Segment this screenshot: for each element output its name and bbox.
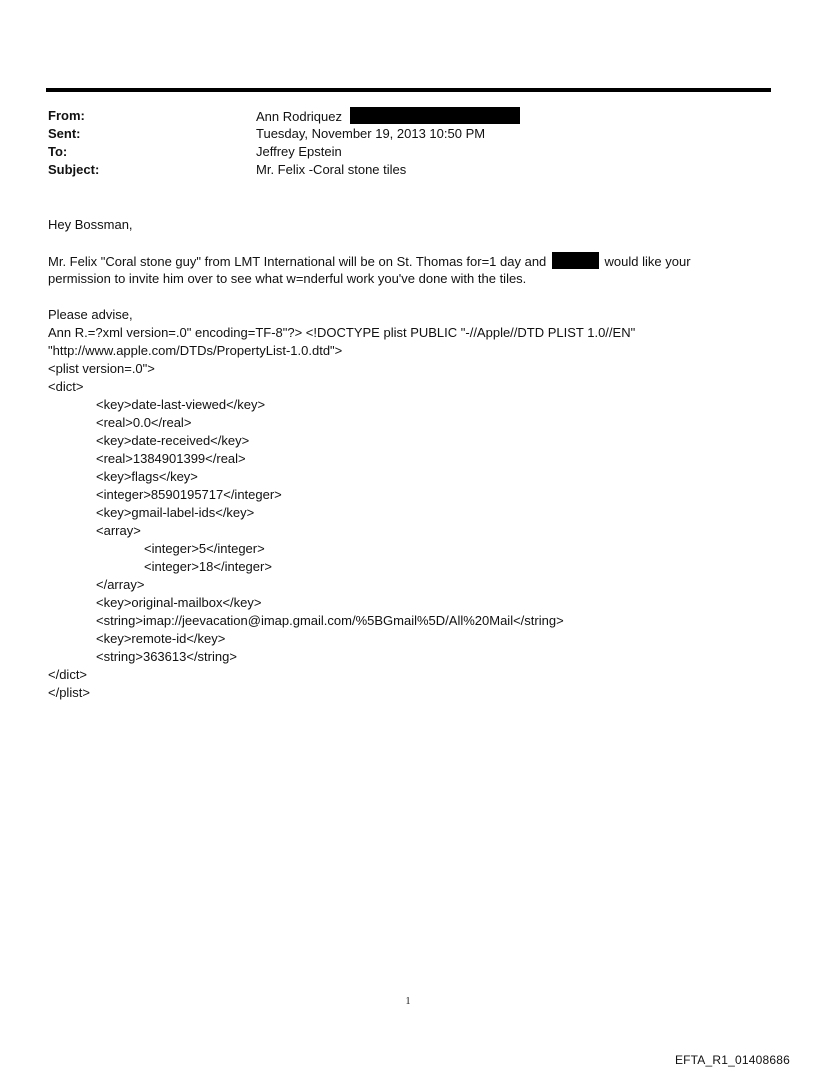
plist-line: <key>date-received</key> bbox=[96, 433, 250, 448]
sender-name: Ann Rodriquez bbox=[256, 109, 342, 124]
subject-label: Subject: bbox=[48, 162, 100, 177]
plist-line: <plist version=.0"> bbox=[48, 361, 155, 376]
plist-line: "http://www.apple.com/DTDs/PropertyList-1.0.dtd"> bbox=[48, 343, 343, 358]
plist-line: <key>flags</key> bbox=[96, 469, 198, 484]
page-number: 1 bbox=[405, 996, 411, 1007]
message-line-2: permission to invite him over to see what w=nderful work you've done with the tiles. bbox=[48, 271, 527, 286]
plist-line: <key>date-last-viewed</key> bbox=[96, 397, 266, 412]
plist-line: Ann R.=?xml version=.0" encoding=TF-8"?> <!DOCTYPE plist PUBLIC "-//Apple//DTD PLIST 1.0//EN" bbox=[48, 325, 636, 340]
from-label: From: bbox=[48, 108, 85, 123]
message-text: would like your bbox=[604, 254, 691, 269]
sent-label: Sent: bbox=[48, 126, 81, 141]
plist-line: </array> bbox=[96, 577, 145, 592]
sent-value: Tuesday, November 19, 2013 10:50 PM bbox=[256, 126, 486, 141]
plist-line: <integer>18</integer> bbox=[144, 559, 272, 574]
greeting: Hey Bossman, bbox=[48, 217, 133, 232]
plist-line: <integer>5</integer> bbox=[144, 541, 265, 556]
plist-line: <real>0.0</real> bbox=[96, 415, 192, 430]
subject-value: Mr. Felix -Coral stone tiles bbox=[256, 162, 407, 177]
signoff: Please advise, bbox=[48, 307, 133, 322]
from-value bbox=[256, 107, 520, 126]
plist-line: <string>363613</string> bbox=[96, 649, 237, 664]
plist-line: <integer>8590195717</integer> bbox=[96, 487, 282, 502]
redaction-box bbox=[350, 107, 520, 124]
plist-line: <array> bbox=[96, 523, 141, 538]
plist-line: <string>imap://jeevacation@imap.gmail.com/%5BGmail%5D/All%20Mail</string> bbox=[96, 613, 564, 628]
message-line-1 bbox=[48, 252, 691, 271]
plist-line: </plist> bbox=[48, 685, 90, 700]
plist-line: <key>original-mailbox</key> bbox=[96, 595, 262, 610]
message-text: Mr. Felix "Coral stone guy" from LMT International will be on St. Thomas for=1 day and bbox=[48, 254, 547, 269]
plist-line: </dict> bbox=[48, 667, 88, 682]
plist-line: <real>1384901399</real> bbox=[96, 451, 246, 466]
to-label: To: bbox=[48, 144, 68, 159]
redaction-box bbox=[552, 252, 599, 269]
plist-line: <dict> bbox=[48, 379, 84, 394]
plist-line: <key>gmail-label-ids</key> bbox=[96, 505, 255, 520]
to-value: Jeffrey Epstein bbox=[256, 144, 342, 159]
plist-line: <key>remote-id</key> bbox=[96, 631, 226, 646]
header-divider bbox=[46, 88, 771, 92]
document-id: EFTA_R1_01408686 bbox=[674, 1053, 790, 1067]
